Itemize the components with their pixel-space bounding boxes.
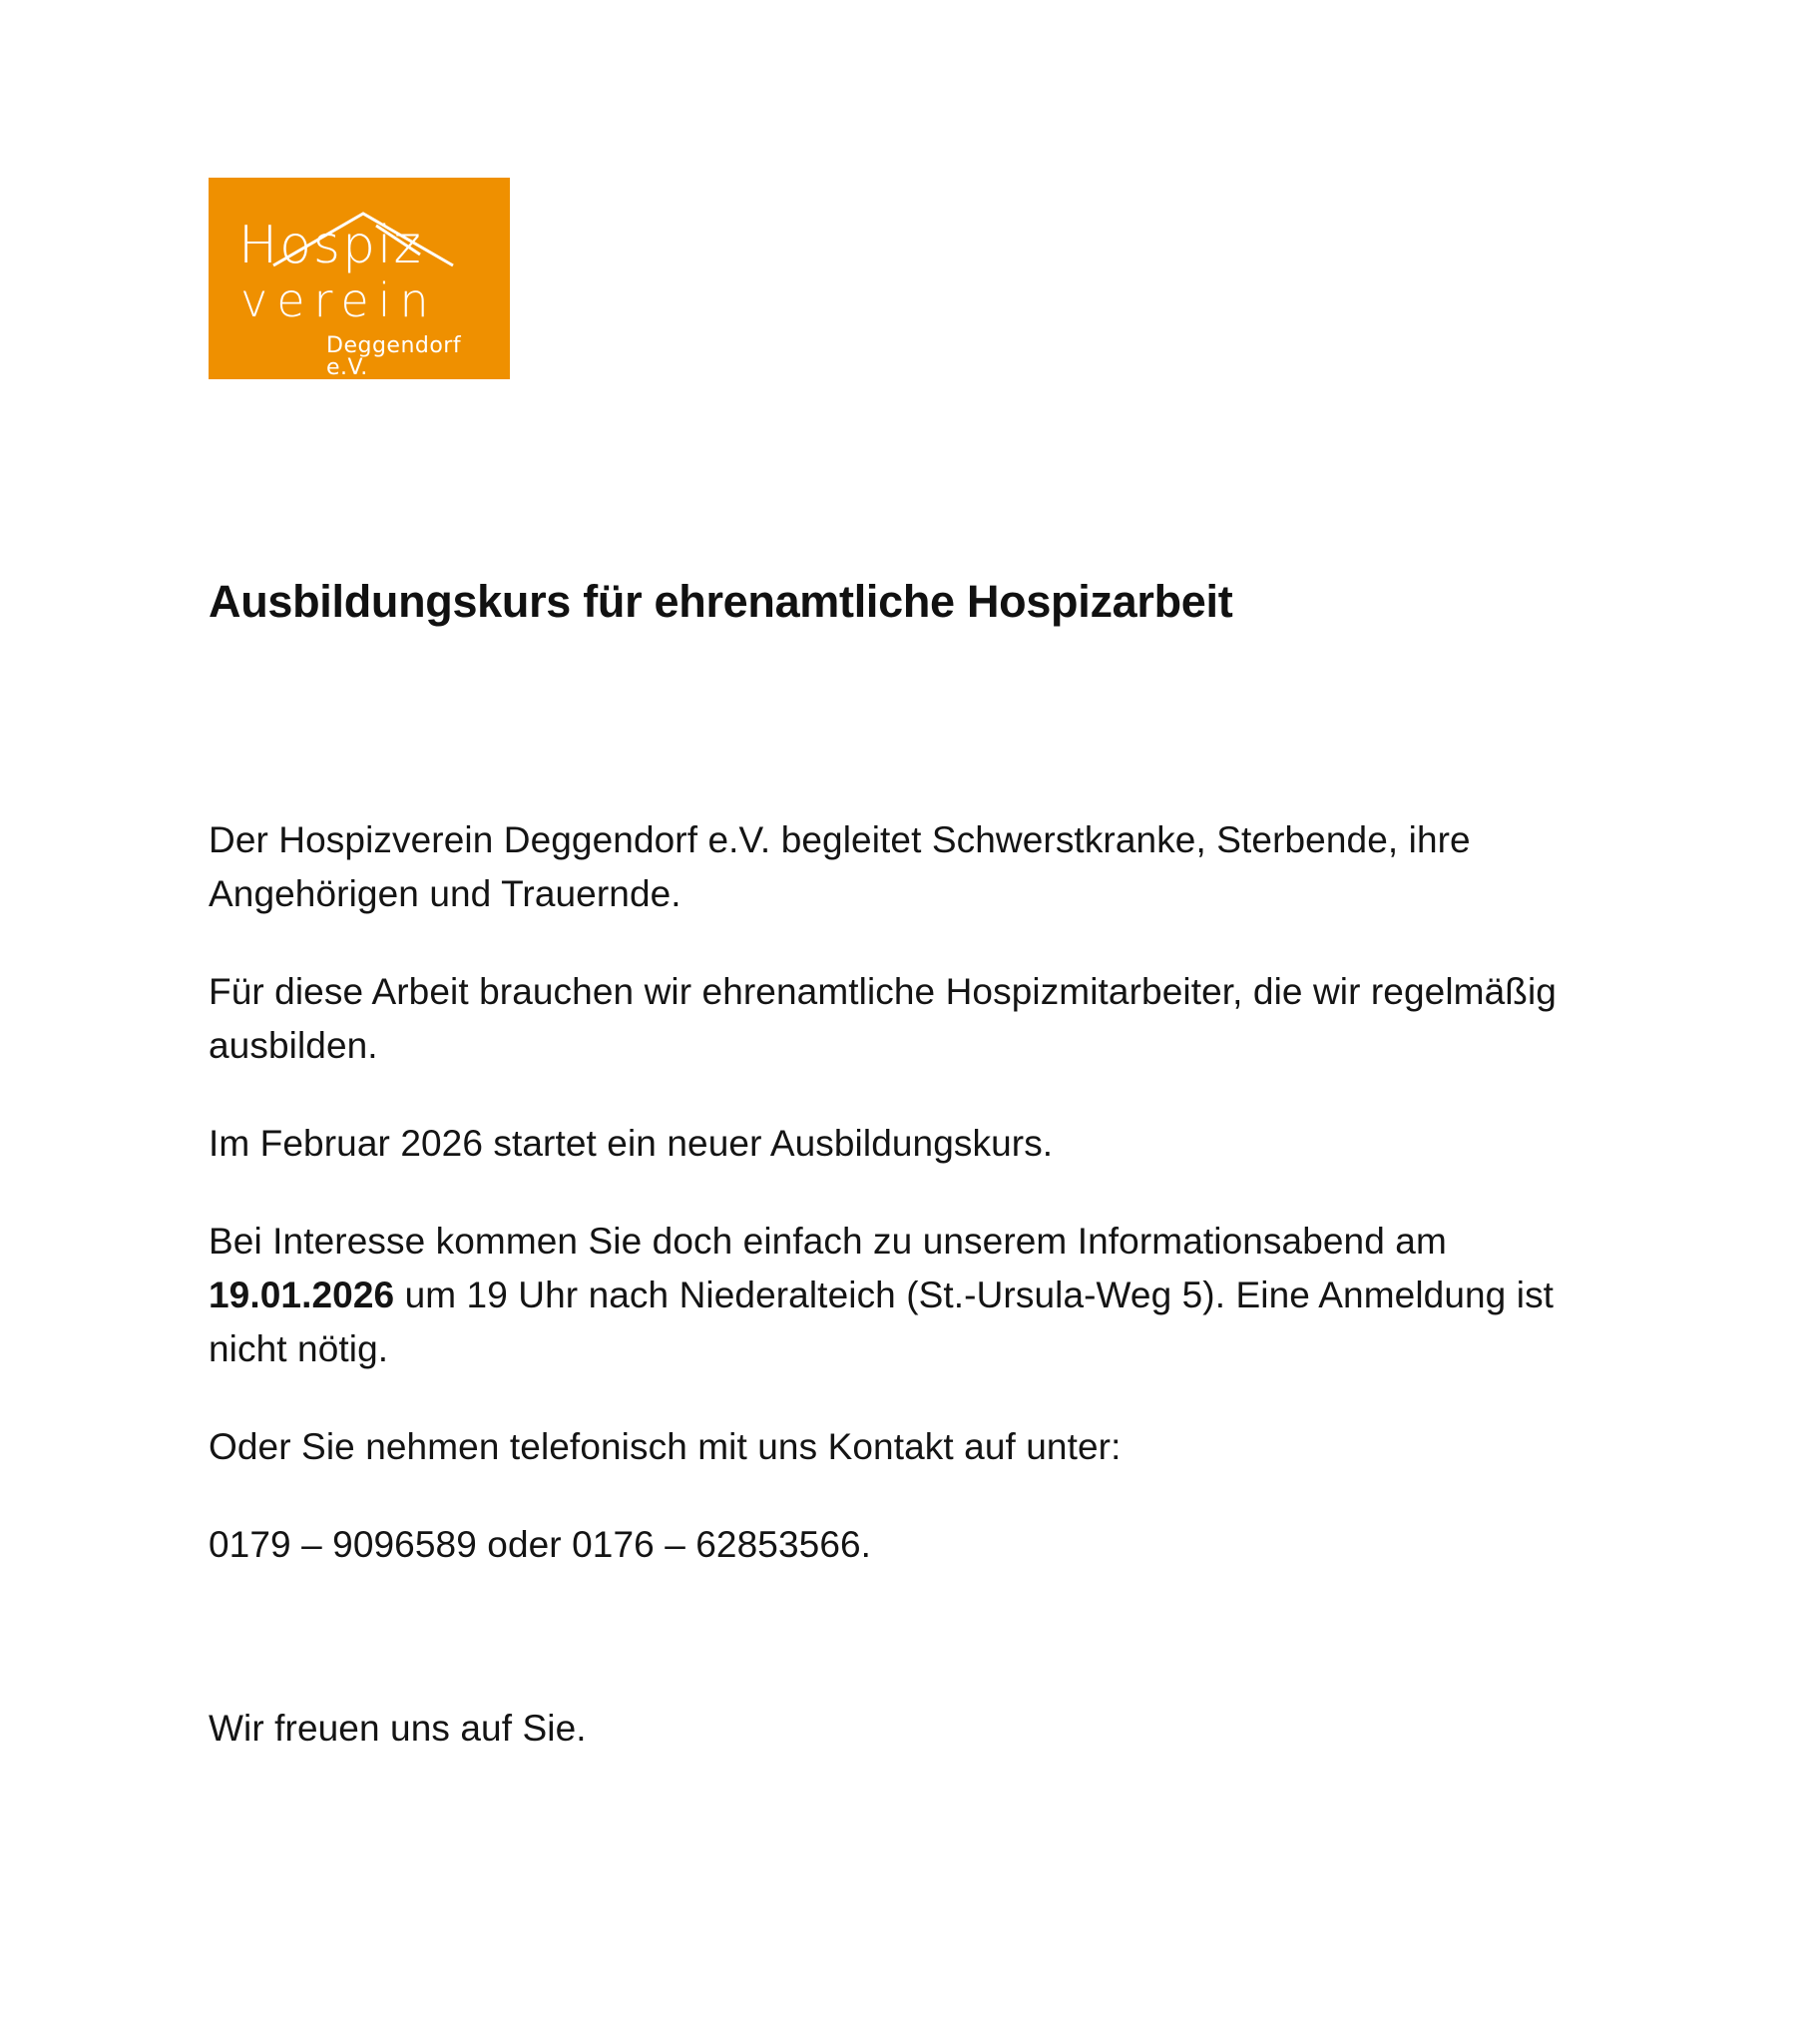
hospizverein-logo bbox=[209, 178, 510, 379]
paragraph-phone-numbers: 0179 – 9096589 oder 0176 – 62853566. bbox=[209, 1524, 872, 1566]
info-evening-part-1: Bei Interesse kommen Sie doch einfach zu unserem Informationsabend am bbox=[209, 1221, 1447, 1263]
info-evening-date: 19.01.2026 bbox=[209, 1275, 395, 1316]
paragraph-course-start: Im Februar 2026 startet ein neuer Ausbildungskurs. bbox=[209, 1123, 1054, 1165]
paragraph-contact-intro: Oder Sie nehmen telefonisch mit uns Kontakt auf unter: bbox=[209, 1426, 1122, 1468]
logo-word-top: Hospiz bbox=[238, 216, 423, 275]
logo-word-middle: verein bbox=[240, 273, 438, 327]
body-copy bbox=[209, 813, 1605, 1799]
paragraph-info-evening bbox=[209, 1215, 1605, 1376]
info-evening-part-2: um 19 Uhr nach Niederalteich (St.-Ursula-Weg 5). Eine Anmeldung ist nicht nötig. bbox=[209, 1275, 1555, 1370]
paragraph-volunteers: Für diese Arbeit brauchen wir ehrenamtliche Hospizmitarbeiter, die wir regelmäßig ausbilden. bbox=[209, 971, 1557, 1067]
paragraph-closing: Wir freuen uns auf Sie. bbox=[209, 1708, 587, 1750]
logo-word-bottom: Deggendorf e.V. bbox=[326, 333, 462, 379]
paragraph-intro: Der Hospizverein Deggendorf e.V. begleitet Schwerstkranke, Sterbende, ihre Angehörigen und Trauernde. bbox=[209, 819, 1471, 915]
page-title: Ausbildungskurs für ehrenamtliche Hospizarbeit bbox=[209, 576, 1233, 628]
logo-inner bbox=[209, 178, 510, 379]
